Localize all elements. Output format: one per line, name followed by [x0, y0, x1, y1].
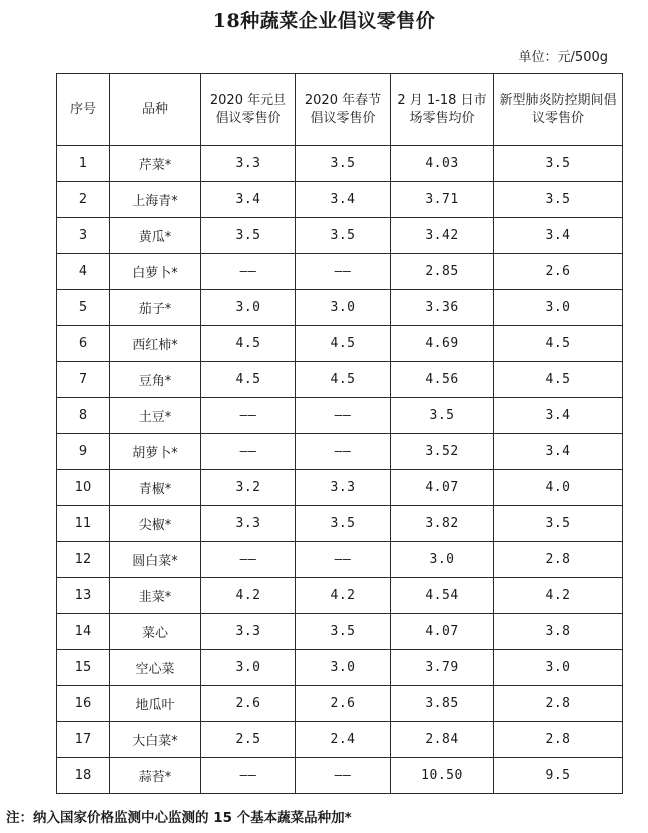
- cell-index: 17: [57, 722, 110, 758]
- cell-springfestival-price: 3.5: [296, 146, 391, 182]
- table-row: [57, 182, 623, 218]
- cell-variety: 土豆*: [110, 398, 201, 434]
- cell-springfestival-price: ——: [296, 758, 391, 794]
- cell-index: 13: [57, 578, 110, 614]
- cell-newyear-price: 2.6: [201, 686, 296, 722]
- cell-springfestival-price: 3.0: [296, 290, 391, 326]
- cell-variety: 茄子*: [110, 290, 201, 326]
- cell-epidemic-price: 3.8: [494, 614, 623, 650]
- unit-label: 单位：元/500g: [518, 50, 608, 65]
- table-row: [57, 758, 623, 794]
- cell-variety: 白萝卜*: [110, 254, 201, 290]
- cell-newyear-price: 3.4: [201, 182, 296, 218]
- cell-variety: 青椒*: [110, 470, 201, 506]
- cell-market-avg-price: 3.85: [391, 686, 494, 722]
- cell-epidemic-price: 9.5: [494, 758, 623, 794]
- cell-index: 1: [57, 146, 110, 182]
- cell-index: 14: [57, 614, 110, 650]
- cell-index: 9: [57, 434, 110, 470]
- col-header-market-avg-price: 2 月 1-18 日市场零售均价: [391, 74, 494, 146]
- cell-springfestival-price: ——: [296, 398, 391, 434]
- cell-epidemic-price: 2.8: [494, 686, 623, 722]
- cell-variety: 西红柿*: [110, 326, 201, 362]
- col-header-newyear-price: 2020 年元旦倡议零售价: [201, 74, 296, 146]
- cell-springfestival-price: 2.4: [296, 722, 391, 758]
- cell-epidemic-price: 3.0: [494, 290, 623, 326]
- cell-epidemic-price: 4.5: [494, 326, 623, 362]
- cell-market-avg-price: 4.56: [391, 362, 494, 398]
- cell-market-avg-price: 4.03: [391, 146, 494, 182]
- cell-variety: 菜心: [110, 614, 201, 650]
- cell-index: 16: [57, 686, 110, 722]
- cell-epidemic-price: 4.0: [494, 470, 623, 506]
- cell-market-avg-price: 10.50: [391, 758, 494, 794]
- cell-springfestival-price: 3.4: [296, 182, 391, 218]
- cell-index: 18: [57, 758, 110, 794]
- cell-index: 2: [57, 182, 110, 218]
- cell-epidemic-price: 2.8: [494, 722, 623, 758]
- cell-newyear-price: 4.5: [201, 362, 296, 398]
- cell-index: 6: [57, 326, 110, 362]
- table-row: [57, 650, 623, 686]
- cell-epidemic-price: 4.2: [494, 578, 623, 614]
- cell-newyear-price: 3.3: [201, 146, 296, 182]
- cell-newyear-price: ——: [201, 434, 296, 470]
- cell-epidemic-price: 3.0: [494, 650, 623, 686]
- table-body: [57, 146, 623, 794]
- cell-index: 3: [57, 218, 110, 254]
- price-table: [56, 73, 623, 794]
- cell-index: 11: [57, 506, 110, 542]
- cell-variety: 上海青*: [110, 182, 201, 218]
- cell-index: 15: [57, 650, 110, 686]
- cell-springfestival-price: 3.3: [296, 470, 391, 506]
- cell-variety: 豆角*: [110, 362, 201, 398]
- cell-springfestival-price: ——: [296, 542, 391, 578]
- cell-newyear-price: 4.5: [201, 326, 296, 362]
- cell-epidemic-price: 3.5: [494, 146, 623, 182]
- table-row: [57, 326, 623, 362]
- col-header-index: 序号: [57, 74, 110, 146]
- cell-springfestival-price: 4.2: [296, 578, 391, 614]
- cell-market-avg-price: 4.69: [391, 326, 494, 362]
- table-row: [57, 362, 623, 398]
- col-header-springfestival-price: 2020 年春节倡议零售价: [296, 74, 391, 146]
- cell-market-avg-price: 4.07: [391, 614, 494, 650]
- cell-newyear-price: 3.0: [201, 650, 296, 686]
- cell-index: 8: [57, 398, 110, 434]
- cell-variety: 芹菜*: [110, 146, 201, 182]
- cell-market-avg-price: 3.52: [391, 434, 494, 470]
- table-row: [57, 470, 623, 506]
- cell-variety: 蒜苔*: [110, 758, 201, 794]
- cell-springfestival-price: 4.5: [296, 326, 391, 362]
- cell-market-avg-price: 3.82: [391, 506, 494, 542]
- cell-variety: 黄瓜*: [110, 218, 201, 254]
- table-row: [57, 254, 623, 290]
- cell-springfestival-price: 3.5: [296, 506, 391, 542]
- cell-market-avg-price: 2.84: [391, 722, 494, 758]
- table-row: [57, 434, 623, 470]
- table-row: [57, 218, 623, 254]
- table-row: [57, 542, 623, 578]
- cell-variety: 韭菜*: [110, 578, 201, 614]
- cell-index: 12: [57, 542, 110, 578]
- cell-springfestival-price: 3.5: [296, 614, 391, 650]
- cell-market-avg-price: 3.42: [391, 218, 494, 254]
- cell-springfestival-price: 4.5: [296, 362, 391, 398]
- cell-springfestival-price: ——: [296, 434, 391, 470]
- cell-variety: 地瓜叶: [110, 686, 201, 722]
- cell-index: 4: [57, 254, 110, 290]
- cell-newyear-price: 3.5: [201, 218, 296, 254]
- table-row: [57, 722, 623, 758]
- cell-springfestival-price: 2.6: [296, 686, 391, 722]
- cell-variety: 圆白菜*: [110, 542, 201, 578]
- cell-epidemic-price: 3.5: [494, 506, 623, 542]
- table-row: [57, 614, 623, 650]
- cell-newyear-price: ——: [201, 398, 296, 434]
- table-row: [57, 398, 623, 434]
- cell-epidemic-price: 4.5: [494, 362, 623, 398]
- table-row: [57, 146, 623, 182]
- cell-epidemic-price: 2.6: [494, 254, 623, 290]
- table-row: [57, 290, 623, 326]
- table-row: [57, 686, 623, 722]
- cell-newyear-price: 3.2: [201, 470, 296, 506]
- col-header-variety: 品种: [110, 74, 201, 146]
- cell-newyear-price: ——: [201, 758, 296, 794]
- cell-epidemic-price: 3.5: [494, 182, 623, 218]
- cell-variety: 空心菜: [110, 650, 201, 686]
- cell-market-avg-price: 3.0: [391, 542, 494, 578]
- cell-epidemic-price: 2.8: [494, 542, 623, 578]
- table-row: [57, 578, 623, 614]
- cell-newyear-price: 3.3: [201, 614, 296, 650]
- cell-variety: 胡萝卜*: [110, 434, 201, 470]
- cell-epidemic-price: 3.4: [494, 434, 623, 470]
- cell-newyear-price: 2.5: [201, 722, 296, 758]
- table-header-row: [57, 74, 623, 146]
- cell-newyear-price: 3.3: [201, 506, 296, 542]
- cell-variety: 尖椒*: [110, 506, 201, 542]
- cell-newyear-price: ——: [201, 254, 296, 290]
- cell-market-avg-price: 3.36: [391, 290, 494, 326]
- cell-market-avg-price: 3.71: [391, 182, 494, 218]
- cell-epidemic-price: 3.4: [494, 218, 623, 254]
- table-row: [57, 506, 623, 542]
- cell-market-avg-price: 3.5: [391, 398, 494, 434]
- cell-market-avg-price: 2.85: [391, 254, 494, 290]
- cell-newyear-price: 3.0: [201, 290, 296, 326]
- cell-springfestival-price: 3.0: [296, 650, 391, 686]
- col-header-epidemic-price: 新型肺炎防控期间倡议零售价: [494, 74, 623, 146]
- cell-newyear-price: ——: [201, 542, 296, 578]
- cell-market-avg-price: 3.79: [391, 650, 494, 686]
- cell-variety: 大白菜*: [110, 722, 201, 758]
- footnote: 注：纳入国家价格监测中心监测的 15 个基本蔬菜品种加*: [6, 810, 352, 826]
- cell-index: 7: [57, 362, 110, 398]
- cell-market-avg-price: 4.07: [391, 470, 494, 506]
- cell-springfestival-price: ——: [296, 254, 391, 290]
- cell-newyear-price: 4.2: [201, 578, 296, 614]
- cell-index: 5: [57, 290, 110, 326]
- cell-springfestival-price: 3.5: [296, 218, 391, 254]
- page-title: 18种蔬菜企业倡议零售价: [212, 10, 436, 32]
- cell-index: 10: [57, 470, 110, 506]
- cell-epidemic-price: 3.4: [494, 398, 623, 434]
- cell-market-avg-price: 4.54: [391, 578, 494, 614]
